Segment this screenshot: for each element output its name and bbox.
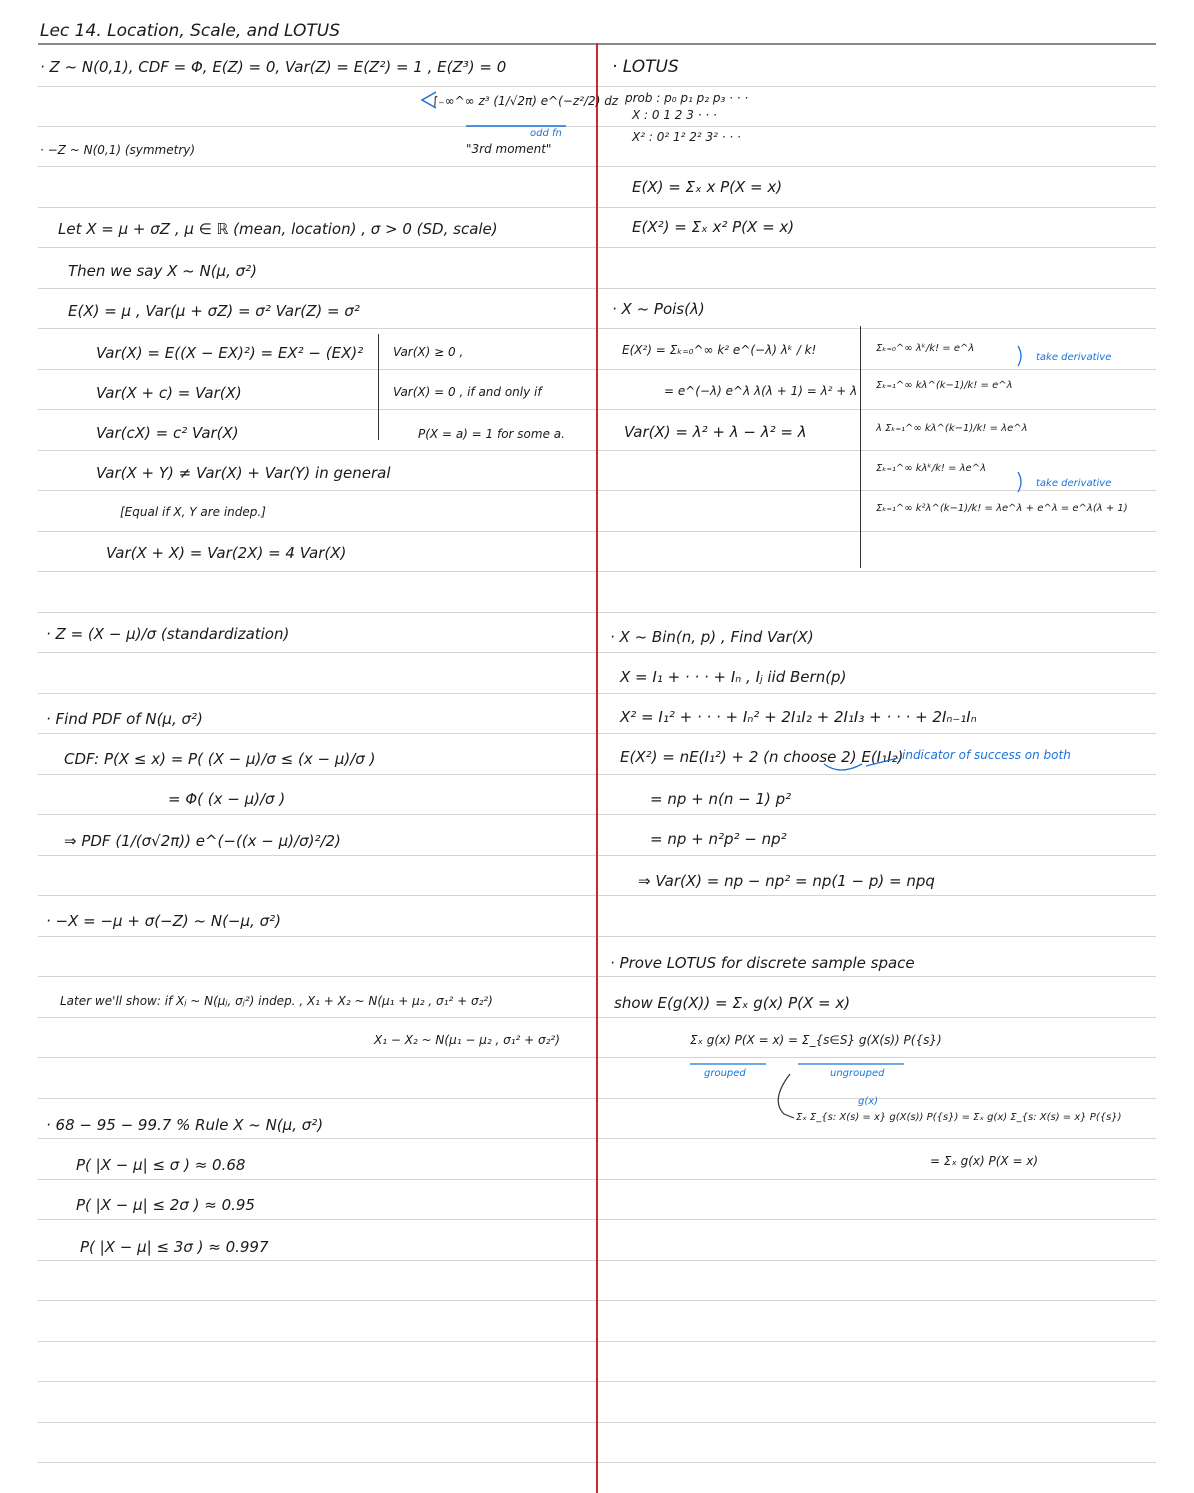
series-divider bbox=[860, 326, 861, 568]
find-pdf-heading: · Find PDF of N(μ, σ²) bbox=[46, 710, 203, 728]
var-line-1: Var(X) = E((X − EX)²) = EX² − (EX)² bbox=[96, 344, 364, 362]
bin-ex2: E(X²) = nE(I₁²) + 2 (n choose 2) E(I₁I₂) bbox=[620, 748, 904, 766]
series-line-4: Σₖ₌₁^∞ kλᵏ/k! = λe^λ bbox=[876, 463, 986, 474]
prob-row: prob : p₀ p₁ p₂ p₃ · · · bbox=[625, 91, 749, 105]
var-sum-note: Var(X + Y) ≠ Var(X) + Var(Y) in general bbox=[96, 464, 391, 482]
pois-ex2-result: = e^(−λ) e^λ λ(λ + 1) = λ² + λ bbox=[664, 384, 858, 398]
var-side-note-1: Var(X) ≥ 0 , bbox=[393, 345, 464, 359]
grouped-equation: Σₓ g(x) P(X = x) = Σ_{s∈S} g(X(s)) P({s}) bbox=[690, 1033, 942, 1047]
bin-heading: · X ~ Bin(n, p) , Find Var(X) bbox=[610, 628, 814, 646]
series-line-1: Σₖ₌₀^∞ λᵏ/k! = e^λ bbox=[876, 343, 975, 354]
center-margin-line bbox=[596, 43, 598, 1493]
derivative-bracket-1 bbox=[1018, 346, 1021, 366]
derivative-bracket-2 bbox=[1018, 472, 1021, 492]
take-derivative-note-2: take derivative bbox=[1036, 478, 1112, 489]
then-we-say: Then we say X ~ N(μ, σ²) bbox=[68, 262, 257, 280]
rule-line-2: P( |X − μ| ≤ 2σ ) ≈ 0.95 bbox=[76, 1196, 255, 1214]
show-line: show E(g(X)) = Σₓ g(x) P(X = x) bbox=[614, 994, 851, 1012]
later-show-diff: X₁ − X₂ ~ N(μ₁ − μ₂ , σ₁² + σ₂²) bbox=[374, 1033, 560, 1047]
later-show-sum: Later we'll show: if Xⱼ ~ N(μⱼ, σⱼ²) indep. , X₁ + X₂ ~ N(μ₁ + μ₂ , σ₁² + σ₂²) bbox=[60, 994, 493, 1008]
standardization: · Z = (X − μ)/σ (standardization) bbox=[46, 625, 290, 643]
var-divider bbox=[378, 334, 379, 440]
var-line-2: Var(X + c) = Var(X) bbox=[96, 384, 242, 402]
series-line-5: Σₖ₌₁^∞ k²λ^(k−1)/k! = λe^λ + e^λ = e^λ(λ + 1) bbox=[876, 503, 1128, 514]
indicator-note: indicator of success on both bbox=[902, 748, 1071, 762]
series-line-2: Σₖ₌₁^∞ kλ^(k−1)/k! = e^λ bbox=[876, 380, 1013, 391]
symmetry-note: · −Z ~ N(0,1) (symmetry) bbox=[40, 143, 196, 157]
x-row: X : 0 1 2 3 · · · bbox=[632, 108, 717, 122]
neg-x: · −X = −μ + σ(−Z) ~ N(−μ, σ²) bbox=[46, 912, 281, 930]
prove-heading: · Prove LOTUS for discrete sample space bbox=[610, 954, 915, 972]
rule-line-1: P( |X − μ| ≤ σ ) ≈ 0.68 bbox=[76, 1156, 246, 1174]
page-title: Lec 14. Location, Scale, and LOTUS bbox=[40, 21, 341, 41]
var-x-plus-x: Var(X + X) = Var(2X) = 4 Var(X) bbox=[106, 544, 347, 562]
pois-ex2: E(X²) = Σₖ₌₀^∞ k² e^(−λ) λᵏ / k! bbox=[622, 343, 817, 357]
var-side-note-2: Var(X) = 0 , if and only if bbox=[393, 385, 542, 399]
third-moment-label: "3rd moment" bbox=[466, 142, 552, 156]
var-side-note-3: P(X = a) = 1 for some a. bbox=[418, 427, 565, 441]
mean-var: E(X) = μ , Var(μ + σZ) = σ² Var(Z) = σ² bbox=[68, 302, 360, 320]
third-moment-integral: ∫₋∞^∞ z³ (1/√2π) e^(−z²/2) dz bbox=[432, 94, 619, 108]
ungrouped-label: ungrouped bbox=[830, 1068, 885, 1079]
bin-step-2: = np + n²p² − np² bbox=[650, 830, 787, 848]
cdf-line: CDF: P(X ≤ x) = P( (X − μ)/σ ≤ (x − μ)/σ ) bbox=[64, 750, 376, 768]
ex-line: E(X) = Σₓ x P(X = x) bbox=[632, 178, 783, 196]
var-line-3: Var(cX) = c² Var(X) bbox=[96, 424, 239, 442]
gx-label: g(x) bbox=[858, 1096, 879, 1107]
bin-var: ⇒ Var(X) = np − np² = np(1 − p) = npq bbox=[638, 872, 935, 890]
odd-fn-note: odd fn bbox=[530, 128, 562, 139]
equal-if-indep: [Equal if X, Y are indep.] bbox=[120, 505, 266, 519]
rule-heading: · 68 − 95 − 99.7 % Rule X ~ N(μ, σ²) bbox=[46, 1116, 324, 1134]
rule-line-3: P( |X − μ| ≤ 3σ ) ≈ 0.997 bbox=[80, 1238, 269, 1256]
take-derivative-note-1: take derivative bbox=[1036, 352, 1112, 363]
grouped-label: grouped bbox=[704, 1068, 746, 1079]
bin-indicators: X = I₁ + · · · + Iₙ , Iⱼ iid Bern(p) bbox=[620, 668, 847, 686]
x2-row: X² : 0² 1² 2² 3² · · · bbox=[632, 130, 741, 144]
series-line-3: λ Σₖ₌₁^∞ kλ^(k−1)/k! = λe^λ bbox=[876, 423, 1028, 434]
std-normal-facts: · Z ~ N(0,1), CDF = Φ, E(Z) = 0, Var(Z) = E(Z²) = 1 , E(Z³) = 0 bbox=[40, 58, 507, 76]
pois-heading: · X ~ Pois(λ) bbox=[612, 300, 705, 318]
bin-step-1: = np + n(n − 1) p² bbox=[650, 790, 792, 808]
location-scale-def: Let X = μ + σZ , μ ∈ ℝ (mean, location) , σ > 0 (SD, scale) bbox=[58, 220, 498, 238]
pois-var: Var(X) = λ² + λ − λ² = λ bbox=[624, 423, 807, 441]
pdf-line: ⇒ PDF (1/(σ√2π)) e^(−((x − μ)/σ)²/2) bbox=[64, 832, 341, 850]
cdf-phi: = Φ( (x − μ)/σ ) bbox=[168, 790, 286, 808]
regroup-line: Σₓ Σ_{s: X(s) = x} g(X(s)) P({s}) = Σₓ g(x) Σ_{s: X(s) = x} P({s}) bbox=[796, 1112, 1122, 1123]
final-line: = Σₓ g(x) P(X = x) bbox=[930, 1154, 1039, 1168]
ex2-line: E(X²) = Σₓ x² P(X = x) bbox=[632, 218, 795, 236]
lotus-heading: · LOTUS bbox=[612, 57, 679, 77]
bin-square: X² = I₁² + · · · + Iₙ² + 2I₁I₂ + 2I₁I₃ + · · · + 2Iₙ₋₁Iₙ bbox=[620, 708, 977, 726]
regroup-arrow bbox=[778, 1074, 794, 1118]
